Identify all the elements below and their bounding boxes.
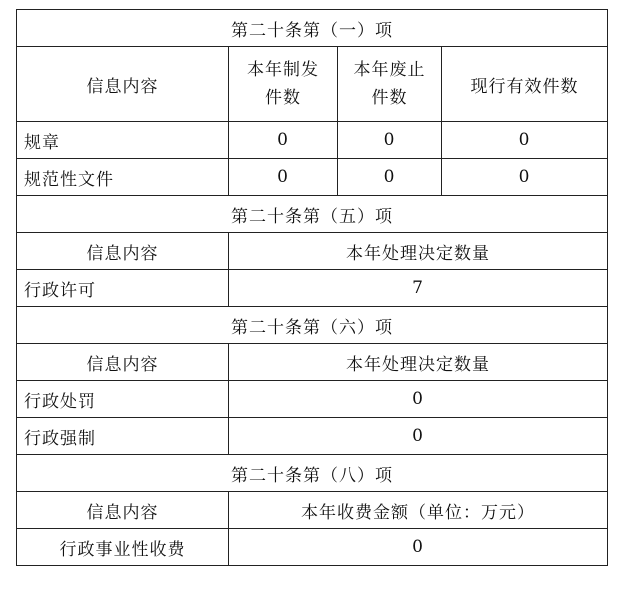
section-title-row bbox=[17, 10, 608, 47]
header-info-content: 信息内容 bbox=[17, 344, 229, 381]
cell-value: 0 bbox=[338, 122, 442, 159]
table-row bbox=[17, 418, 608, 455]
section-title: 第二十条第（六）项 bbox=[17, 307, 608, 344]
table-row bbox=[17, 159, 608, 196]
table-row bbox=[17, 270, 608, 307]
cell-value: 7 bbox=[229, 270, 608, 307]
header-info-content: 信息内容 bbox=[17, 233, 229, 270]
header-row bbox=[17, 47, 608, 122]
table-row bbox=[17, 381, 608, 418]
header-info-content: 信息内容 bbox=[17, 492, 229, 529]
row-label: 规范性文件 bbox=[17, 159, 229, 196]
cell-value: 0 bbox=[229, 529, 608, 566]
row-label: 规章 bbox=[17, 122, 229, 159]
cell-value: 0 bbox=[442, 122, 608, 159]
row-label: 行政强制 bbox=[17, 418, 229, 455]
row-label: 行政事业性收费 bbox=[17, 529, 229, 566]
header-decision-count: 本年处理决定数量 bbox=[229, 233, 608, 270]
table-row bbox=[17, 529, 608, 566]
row-label: 行政处罚 bbox=[17, 381, 229, 418]
disclosure-table bbox=[16, 9, 608, 566]
header-decision-count: 本年处理决定数量 bbox=[229, 344, 608, 381]
table-row bbox=[17, 122, 608, 159]
section-title: 第二十条第（一）项 bbox=[17, 10, 608, 47]
cell-value: 0 bbox=[229, 381, 608, 418]
header-issued-count: 本年制发 件数 bbox=[229, 47, 338, 122]
section-title-row bbox=[17, 455, 608, 492]
header-row bbox=[17, 233, 608, 270]
cell-value: 0 bbox=[229, 159, 338, 196]
section-title: 第二十条第（五）项 bbox=[17, 196, 608, 233]
header-repealed-count: 本年废止 件数 bbox=[338, 47, 442, 122]
header-valid-count: 现行有效件数 bbox=[442, 47, 608, 122]
header-info-content: 信息内容 bbox=[17, 47, 229, 122]
cell-value: 0 bbox=[338, 159, 442, 196]
row-label: 行政许可 bbox=[17, 270, 229, 307]
section-title: 第二十条第（八）项 bbox=[17, 455, 608, 492]
header-fee-amount: 本年收费金额（单位：万元） bbox=[229, 492, 608, 529]
section-title-row bbox=[17, 307, 608, 344]
cell-value: 0 bbox=[229, 122, 338, 159]
section-title-row bbox=[17, 196, 608, 233]
cell-value: 0 bbox=[229, 418, 608, 455]
header-row bbox=[17, 492, 608, 529]
cell-value: 0 bbox=[442, 159, 608, 196]
header-row bbox=[17, 344, 608, 381]
